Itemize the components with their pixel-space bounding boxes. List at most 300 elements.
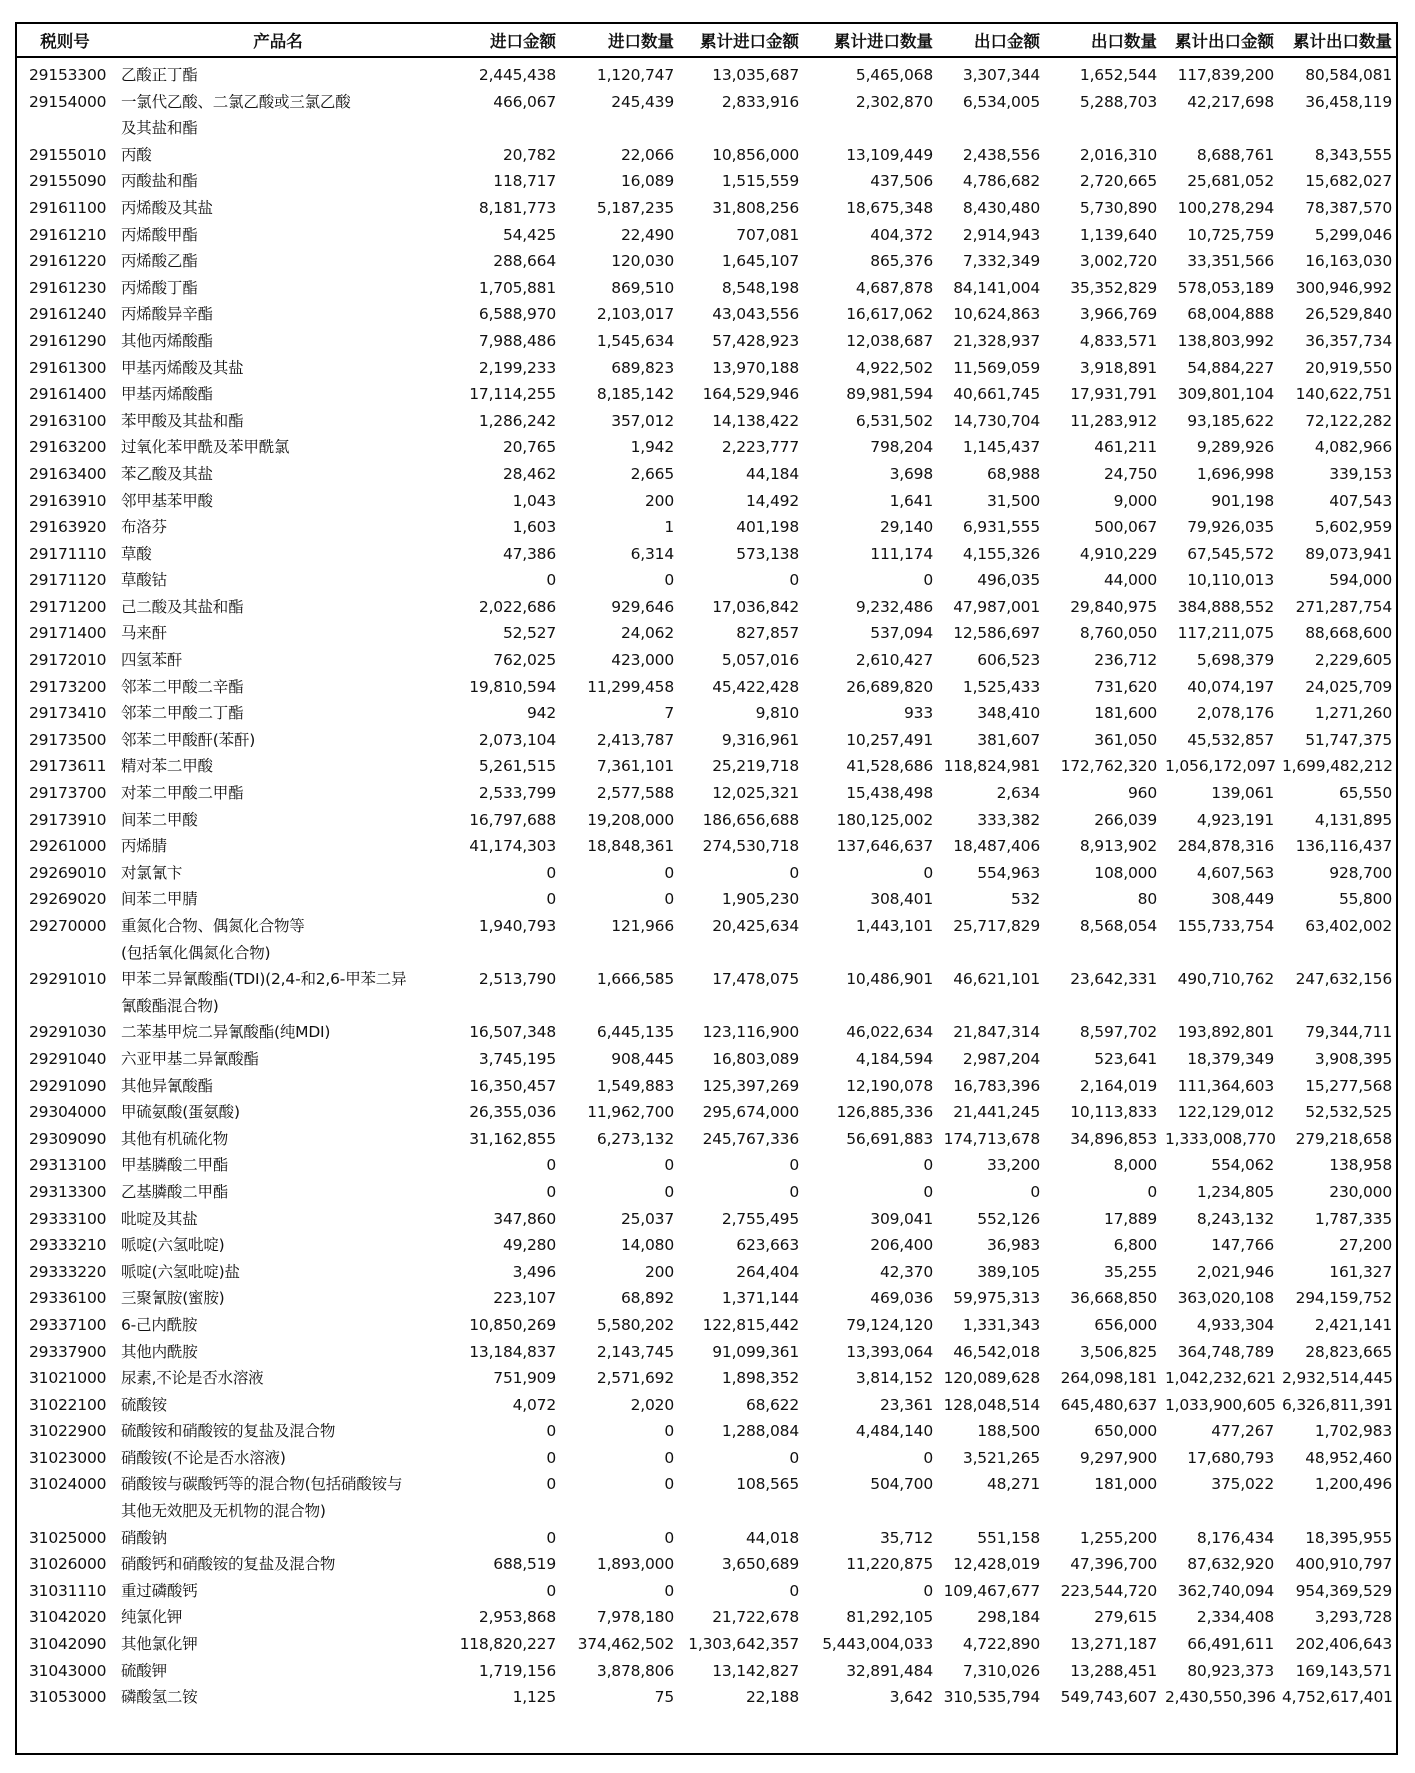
import-value-cell: 223,107: [493, 1289, 556, 1308]
cumulative-export-quantity-cell: 52,532,525: [1305, 1103, 1392, 1122]
table-row: [17, 248, 1396, 275]
table-row: [17, 1126, 1396, 1153]
table-row: [17, 1019, 1396, 1046]
table-row: [17, 434, 1396, 461]
cumulative-export-quantity-cell: 55,800: [1338, 890, 1392, 909]
tariff-code-cell: 29161300: [29, 358, 107, 377]
import-value-cell: 31,162,855: [469, 1129, 556, 1148]
tariff-code-cell: 29163910: [29, 491, 107, 510]
import-value-cell: 6,588,970: [478, 305, 556, 324]
export-quantity-cell: 1,652,544: [1079, 66, 1157, 84]
tariff-code-cell: 31026000: [29, 1555, 107, 1574]
import-quantity-cell: 0: [664, 1528, 674, 1547]
product-name-cell: 丙烯酸乙酯: [121, 252, 198, 271]
import-value-cell: 5,261,515: [478, 757, 556, 776]
cumulative-import-quantity-cell: 3,698: [889, 464, 933, 483]
import-value-cell: 1,705,881: [478, 278, 556, 297]
cumulative-export-value-cell: 1,033,900,605: [1165, 1395, 1276, 1414]
export-value-cell: 118,824,981: [943, 757, 1040, 776]
tariff-code-cell: 29337900: [29, 1342, 107, 1361]
import-value-cell: 16,350,457: [469, 1076, 556, 1095]
cumulative-export-value-cell: 4,607,563: [1196, 863, 1274, 882]
header-product-name: 产品名: [113, 24, 443, 57]
product-name-cell: 硝酸铵(不论是否水溶液): [121, 1448, 286, 1467]
cumulative-import-quantity-cell: 126,885,336: [836, 1103, 933, 1122]
export-quantity-cell: 29,840,975: [1070, 597, 1157, 616]
cumulative-export-value-cell: 139,061: [1211, 784, 1274, 803]
tariff-code-cell: 29333100: [29, 1209, 107, 1228]
cumulative-export-quantity-cell: 15,277,568: [1305, 1076, 1392, 1095]
product-name-cell: 对氯氰卞: [121, 863, 183, 882]
table-row: [17, 301, 1396, 328]
cumulative-export-value-cell: 2,078,176: [1196, 704, 1274, 723]
export-quantity-cell: 3,918,891: [1079, 358, 1157, 377]
product-name-cell: 其他氯化钾: [121, 1635, 198, 1654]
import-value-cell: 751,909: [493, 1369, 556, 1388]
export-value-cell: 109,467,677: [943, 1581, 1040, 1600]
cumulative-import-value-cell: 245,767,336: [702, 1129, 799, 1148]
table-row: [17, 1551, 1396, 1578]
table-row: [17, 700, 1396, 727]
export-quantity-cell: 2,720,665: [1079, 172, 1157, 191]
cumulative-export-value-cell: 384,888,552: [1177, 597, 1274, 616]
table-row: [17, 142, 1396, 169]
product-name-cell: 间苯二甲酸: [121, 810, 198, 829]
table-row: [17, 168, 1396, 195]
header-cumulative-import-quantity: 累计进口数量: [803, 24, 937, 57]
export-quantity-cell: 3,506,825: [1079, 1342, 1157, 1361]
export-value-cell: 0: [1030, 1182, 1040, 1201]
cumulative-import-quantity-cell: 137,646,637: [836, 837, 933, 856]
cumulative-export-quantity-cell: 51,747,375: [1305, 730, 1392, 749]
cumulative-export-value-cell: 66,491,611: [1187, 1635, 1274, 1654]
export-quantity-cell: 8,568,054: [1079, 917, 1157, 935]
tariff-code-cell: 29173500: [29, 730, 107, 749]
import-value-cell: 47,386: [502, 544, 556, 563]
product-name-cell: 二苯基甲烷二异氰酸酯(纯MDI): [121, 1023, 331, 1042]
cumulative-export-value-cell: 138,803,992: [1177, 331, 1274, 350]
cumulative-export-value-cell: 2,430,550,396: [1165, 1688, 1276, 1707]
export-quantity-cell: 960: [1128, 784, 1157, 803]
header-cumulative-import-value: 累计进口金额: [678, 24, 803, 57]
cumulative-import-quantity-cell: 5,465,068: [855, 66, 933, 84]
cumulative-import-quantity-cell: 1,641: [889, 491, 933, 510]
cumulative-export-quantity-cell: 1,200,496: [1314, 1475, 1392, 1494]
cumulative-import-quantity-cell: 6,531,502: [855, 411, 933, 430]
cumulative-import-quantity-cell: 1,443,101: [855, 917, 933, 935]
cumulative-export-value-cell: 309,801,104: [1177, 385, 1274, 404]
cumulative-import-quantity-cell: 4,184,594: [855, 1049, 933, 1068]
cumulative-export-quantity-cell: 339,153: [1329, 464, 1392, 483]
export-value-cell: 2,987,204: [962, 1049, 1040, 1068]
header-cumulative-export-value: 累计出口金额: [1161, 24, 1278, 57]
import-value-cell: 2,073,104: [478, 730, 556, 749]
product-name-cell: 硫酸铵: [121, 1395, 167, 1414]
export-value-cell: 21,328,937: [953, 331, 1040, 350]
tariff-code-cell: 29171200: [29, 597, 107, 616]
cumulative-export-quantity-cell: 4,082,966: [1314, 438, 1392, 457]
import-value-cell: 0: [546, 1182, 556, 1201]
cumulative-import-quantity-cell: 81,292,105: [846, 1608, 933, 1627]
table-row: [17, 1259, 1396, 1286]
cumulative-export-quantity-cell: 6,326,811,391: [1282, 1395, 1393, 1414]
cumulative-import-quantity-cell: 437,506: [870, 172, 933, 191]
product-name-cell: 邻苯二甲酸酐(苯酐): [121, 730, 256, 749]
product-name-cell: 尿素,不论是否水溶液: [121, 1369, 264, 1388]
export-value-cell: 551,158: [977, 1528, 1040, 1547]
cumulative-export-quantity-cell: 407,543: [1329, 491, 1392, 510]
export-value-cell: 18,487,406: [953, 837, 1040, 856]
tariff-code-cell: 29173410: [29, 704, 107, 723]
import-quantity-cell: 2,665: [630, 464, 674, 483]
table-row: [17, 1365, 1396, 1392]
cumulative-import-quantity-cell: 4,687,878: [855, 278, 933, 297]
cumulative-import-quantity-cell: 933: [904, 704, 933, 723]
import-value-cell: 10,850,269: [469, 1315, 556, 1334]
export-value-cell: 4,155,326: [962, 544, 1040, 563]
cumulative-import-value-cell: 264,404: [736, 1262, 799, 1281]
cumulative-export-quantity-cell: 138,958: [1329, 1156, 1392, 1175]
cumulative-import-quantity-cell: 3,642: [889, 1688, 933, 1707]
table-row: [17, 1445, 1396, 1472]
import-quantity-cell: 2,143,745: [596, 1342, 674, 1361]
import-value-cell: 2,953,868: [478, 1608, 556, 1627]
export-quantity-cell: 264,098,181: [1060, 1369, 1157, 1388]
product-name-cell: 硫酸钾: [121, 1661, 167, 1680]
cumulative-import-value-cell: 108,565: [736, 1475, 799, 1494]
tariff-code-cell: 29161100: [29, 198, 107, 217]
tariff-code-cell: 29173200: [29, 677, 107, 696]
cumulative-export-quantity-cell: 5,602,959: [1314, 518, 1392, 537]
tariff-code-cell: 29161290: [29, 331, 107, 350]
cumulative-import-quantity-cell: 0: [923, 1448, 933, 1467]
cumulative-export-quantity-cell: 2,421,141: [1314, 1315, 1392, 1334]
cumulative-import-value-cell: 17,036,842: [712, 597, 799, 616]
export-value-cell: 310,535,794: [943, 1688, 1040, 1707]
product-name-cell: 硫酸铵和硝酸铵的复盐及混合物: [121, 1422, 336, 1441]
export-value-cell: 21,847,314: [953, 1023, 1040, 1042]
cumulative-export-value-cell: 117,211,075: [1177, 624, 1274, 643]
table-row: [17, 966, 1396, 1019]
cumulative-import-value-cell: 186,656,688: [702, 810, 799, 829]
product-name-cell: 磷酸氢二铵: [121, 1688, 198, 1707]
export-value-cell: 552,126: [977, 1209, 1040, 1228]
tariff-code-cell: 31043000: [29, 1661, 107, 1680]
import-value-cell: 2,513,790: [478, 970, 556, 989]
export-quantity-cell: 17,889: [1103, 1209, 1157, 1228]
cumulative-export-quantity-cell: 271,287,754: [1295, 597, 1392, 616]
export-value-cell: 496,035: [977, 571, 1040, 590]
import-value-cell: 0: [546, 1475, 556, 1494]
import-quantity-cell: 1,120,747: [596, 66, 674, 84]
table-row: [17, 674, 1396, 701]
export-quantity-cell: 523,641: [1094, 1049, 1157, 1068]
export-quantity-cell: 461,211: [1094, 438, 1157, 457]
export-value-cell: 25,717,829: [953, 917, 1040, 935]
import-quantity-cell: 1,666,585: [596, 970, 674, 989]
table-row: [17, 1179, 1396, 1206]
table-row: [17, 1684, 1396, 1711]
table-row: [17, 833, 1396, 860]
import-quantity-cell: 2,103,017: [596, 305, 674, 324]
cumulative-export-value-cell: 8,176,434: [1196, 1528, 1274, 1547]
export-value-cell: 10,624,863: [953, 305, 1040, 324]
table-row: [17, 195, 1396, 222]
cumulative-import-quantity-cell: 32,891,484: [846, 1661, 933, 1680]
export-quantity-cell: 650,000: [1094, 1422, 1157, 1441]
cumulative-import-value-cell: 9,810: [755, 704, 799, 723]
table-row: [17, 913, 1396, 966]
cumulative-import-quantity-cell: 11,220,875: [846, 1555, 933, 1574]
cumulative-import-value-cell: 8,548,198: [721, 278, 799, 297]
export-quantity-cell: 13,288,451: [1070, 1661, 1157, 1680]
export-quantity-cell: 223,544,720: [1060, 1581, 1157, 1600]
cumulative-import-quantity-cell: 10,486,901: [846, 970, 933, 989]
cumulative-import-value-cell: 57,428,923: [712, 331, 799, 350]
cumulative-export-value-cell: 10,725,759: [1187, 225, 1274, 244]
import-quantity-cell: 1,893,000: [596, 1555, 674, 1574]
cumulative-export-value-cell: 93,185,622: [1187, 411, 1274, 430]
cumulative-import-quantity-cell: 308,401: [870, 890, 933, 909]
cumulative-import-quantity-cell: 0: [923, 1156, 933, 1175]
import-quantity-cell: 6,445,135: [596, 1023, 674, 1042]
tariff-code-cell: 29171400: [29, 624, 107, 643]
import-quantity-cell: 908,445: [611, 1049, 674, 1068]
table-row: [17, 860, 1396, 887]
export-quantity-cell: 34,896,853: [1070, 1129, 1157, 1148]
cumulative-export-value-cell: 111,364,603: [1177, 1076, 1274, 1095]
cumulative-import-quantity-cell: 469,036: [870, 1289, 933, 1308]
cumulative-import-value-cell: 0: [789, 1581, 799, 1600]
cumulative-export-value-cell: 8,688,761: [1196, 145, 1274, 164]
cumulative-export-quantity-cell: 2,932,514,445: [1282, 1369, 1393, 1388]
cumulative-import-quantity-cell: 10,257,491: [846, 730, 933, 749]
cumulative-import-quantity-cell: 12,038,687: [846, 331, 933, 350]
product-name-cell: 重氮化合物、偶氮化合物等 (包括氧化偶氮化合物): [121, 917, 305, 962]
cumulative-export-value-cell: 477,267: [1211, 1422, 1274, 1441]
export-value-cell: 333,382: [977, 810, 1040, 829]
cumulative-import-quantity-cell: 111,174: [870, 544, 933, 563]
import-value-cell: 0: [546, 1422, 556, 1441]
product-name-cell: 哌啶(六氢吡啶): [121, 1236, 225, 1255]
cumulative-import-quantity-cell: 9,232,486: [855, 597, 933, 616]
export-value-cell: 4,786,682: [962, 172, 1040, 191]
tariff-code-cell: 29336100: [29, 1289, 107, 1308]
import-value-cell: 0: [546, 571, 556, 590]
header-tariff-code: 税则号: [17, 24, 113, 57]
cumulative-import-value-cell: 1,515,559: [721, 172, 799, 191]
export-quantity-cell: 4,910,229: [1079, 544, 1157, 563]
tariff-code-cell: 31022900: [29, 1422, 107, 1441]
product-name-cell: 丙酸盐和酯: [121, 172, 198, 191]
cumulative-export-value-cell: 375,022: [1211, 1475, 1274, 1494]
product-name-cell: 甲基丙烯酸及其盐: [121, 358, 244, 377]
cumulative-import-value-cell: 12,025,321: [712, 784, 799, 803]
cumulative-import-quantity-cell: 41,528,686: [846, 757, 933, 776]
cumulative-import-value-cell: 43,043,556: [712, 305, 799, 324]
product-name-cell: 丙烯酸甲酯: [121, 225, 198, 244]
cumulative-import-quantity-cell: 3,814,152: [855, 1369, 933, 1388]
cumulative-import-quantity-cell: 0: [923, 863, 933, 882]
tariff-code-cell: 29269020: [29, 890, 107, 909]
cumulative-import-value-cell: 13,970,188: [712, 358, 799, 377]
tariff-code-cell: 31042020: [29, 1608, 107, 1627]
table-row: [17, 1392, 1396, 1419]
product-name-cell: 哌啶(六氢吡啶)盐: [121, 1262, 240, 1281]
tariff-code-cell: 31042090: [29, 1635, 107, 1654]
import-quantity-cell: 22,490: [620, 225, 674, 244]
cumulative-export-quantity-cell: 169,143,571: [1295, 1661, 1392, 1680]
table-row: [17, 1099, 1396, 1126]
table-row: [17, 1471, 1396, 1524]
export-quantity-cell: 108,000: [1094, 863, 1157, 882]
tariff-code-cell: 29171120: [29, 571, 107, 590]
export-quantity-cell: 549,743,607: [1060, 1688, 1157, 1707]
cumulative-export-value-cell: 100,278,294: [1177, 198, 1274, 217]
tariff-code-cell: 29172010: [29, 651, 107, 670]
import-quantity-cell: 869,510: [611, 278, 674, 297]
cumulative-export-value-cell: 117,839,200: [1177, 66, 1274, 84]
import-quantity-cell: 0: [664, 890, 674, 909]
cumulative-import-value-cell: 21,722,678: [712, 1608, 799, 1627]
tariff-code-cell: 29161230: [29, 278, 107, 297]
export-quantity-cell: 8,760,050: [1079, 624, 1157, 643]
tariff-code-cell: 29261000: [29, 837, 107, 856]
tariff-code-cell: 31031110: [29, 1581, 107, 1600]
table-row: [17, 328, 1396, 355]
export-value-cell: 389,105: [977, 1262, 1040, 1281]
export-value-cell: 36,983: [986, 1236, 1040, 1255]
cumulative-import-value-cell: 44,184: [745, 464, 799, 483]
cumulative-import-value-cell: 13,142,827: [712, 1661, 799, 1680]
tariff-code-cell: 29291030: [29, 1023, 107, 1042]
cumulative-export-value-cell: 10,110,013: [1187, 571, 1274, 590]
cumulative-export-quantity-cell: 1,699,482,212: [1282, 757, 1393, 776]
export-quantity-cell: 2,164,019: [1079, 1076, 1157, 1095]
header-cumulative-export-quantity: 累计出口数量: [1278, 24, 1396, 57]
cumulative-export-quantity-cell: 15,682,027: [1305, 172, 1392, 191]
table-row: [17, 753, 1396, 780]
import-value-cell: 13,184,837: [469, 1342, 556, 1361]
cumulative-import-quantity-cell: 404,372: [870, 225, 933, 244]
export-quantity-cell: 8,913,902: [1079, 837, 1157, 856]
tariff-code-cell: 29337100: [29, 1315, 107, 1334]
cumulative-import-value-cell: 573,138: [736, 544, 799, 563]
import-value-cell: 466,067: [493, 92, 556, 111]
product-name-cell: 精对苯二甲酸: [121, 757, 213, 776]
cumulative-export-value-cell: 42,217,698: [1187, 92, 1274, 111]
table-row: [17, 514, 1396, 541]
cumulative-import-quantity-cell: 42,370: [879, 1262, 933, 1281]
cumulative-import-value-cell: 401,198: [736, 518, 799, 537]
cumulative-export-value-cell: 284,878,316: [1177, 837, 1274, 856]
cumulative-export-quantity-cell: 26,529,840: [1305, 305, 1392, 324]
import-quantity-cell: 6,314: [630, 544, 674, 563]
export-value-cell: 174,713,678: [943, 1129, 1040, 1148]
tariff-code-cell: 29270000: [29, 917, 107, 935]
table-row: [17, 408, 1396, 435]
cumulative-export-value-cell: 122,129,012: [1177, 1103, 1274, 1122]
import-quantity-cell: 11,962,700: [587, 1103, 674, 1122]
product-name-cell: 三聚氰胺(蜜胺): [121, 1289, 225, 1308]
import-quantity-cell: 25,037: [620, 1209, 674, 1228]
cumulative-import-value-cell: 14,492: [745, 491, 799, 510]
header-import-value: 进口金额: [443, 24, 560, 57]
import-quantity-cell: 1,549,883: [596, 1076, 674, 1095]
cumulative-export-quantity-cell: 161,327: [1329, 1262, 1392, 1281]
export-quantity-cell: 6,800: [1113, 1236, 1157, 1255]
table-row: [17, 222, 1396, 249]
product-name-cell: 其他有机硫化物: [121, 1129, 229, 1148]
table-row: [17, 780, 1396, 807]
product-name-cell: 丙烯腈: [121, 837, 167, 856]
product-name-cell: 过氧化苯甲酰及苯甲酰氯: [121, 438, 290, 457]
import-quantity-cell: 8,185,142: [596, 385, 674, 404]
cumulative-import-quantity-cell: 2,610,427: [855, 651, 933, 670]
cumulative-export-value-cell: 1,056,172,097: [1165, 757, 1276, 776]
export-quantity-cell: 17,931,791: [1070, 385, 1157, 404]
import-value-cell: 8,181,773: [478, 198, 556, 217]
export-quantity-cell: 35,255: [1103, 1262, 1157, 1281]
import-value-cell: 118,820,227: [459, 1635, 556, 1654]
export-quantity-cell: 8,000: [1113, 1156, 1157, 1175]
import-value-cell: 20,782: [502, 145, 556, 164]
tariff-code-cell: 31021000: [29, 1369, 107, 1388]
import-quantity-cell: 2,577,588: [596, 784, 674, 803]
product-name-cell: 甲基膦酸二甲酯: [121, 1156, 229, 1175]
cumulative-export-value-cell: 67,545,572: [1187, 544, 1274, 563]
cumulative-import-value-cell: 295,674,000: [702, 1103, 799, 1122]
cumulative-export-quantity-cell: 88,668,600: [1305, 624, 1392, 643]
export-quantity-cell: 656,000: [1094, 1315, 1157, 1334]
export-value-cell: 2,634: [996, 784, 1040, 803]
cumulative-export-quantity-cell: 5,299,046: [1314, 225, 1392, 244]
product-name-cell: 重过磷酸钙: [121, 1581, 198, 1600]
import-quantity-cell: 200: [645, 491, 674, 510]
product-name-cell: 四氢苯酐: [121, 651, 183, 670]
import-quantity-cell: 374,462,502: [577, 1635, 674, 1654]
cumulative-import-value-cell: 707,081: [736, 225, 799, 244]
export-quantity-cell: 9,000: [1113, 491, 1157, 510]
tariff-code-cell: 31023000: [29, 1448, 107, 1467]
import-value-cell: 16,797,688: [469, 810, 556, 829]
import-value-cell: 7,988,486: [478, 331, 556, 350]
cumulative-import-value-cell: 1,645,107: [721, 252, 799, 271]
tariff-code-cell: 29161400: [29, 385, 107, 404]
export-quantity-cell: 500,067: [1094, 518, 1157, 537]
cumulative-export-value-cell: 901,198: [1211, 491, 1274, 510]
export-value-cell: 6,534,005: [962, 92, 1040, 111]
product-name-cell: 硝酸钠: [121, 1528, 167, 1547]
import-value-cell: 288,664: [493, 252, 556, 271]
table-row: [17, 1232, 1396, 1259]
cumulative-export-value-cell: 68,004,888: [1187, 305, 1274, 324]
cumulative-import-value-cell: 123,116,900: [702, 1023, 799, 1042]
cumulative-import-value-cell: 122,815,442: [702, 1315, 799, 1334]
table-header: [17, 24, 1396, 57]
import-value-cell: 41,174,303: [469, 837, 556, 856]
cumulative-import-value-cell: 68,622: [745, 1395, 799, 1414]
cumulative-export-quantity-cell: 24,025,709: [1305, 677, 1392, 696]
export-value-cell: 4,722,890: [962, 1635, 1040, 1654]
cumulative-export-quantity-cell: 48,952,460: [1305, 1448, 1392, 1467]
table-row: [17, 275, 1396, 302]
cumulative-import-value-cell: 31,808,256: [712, 198, 799, 217]
cumulative-export-quantity-cell: 18,395,955: [1305, 1528, 1392, 1547]
cumulative-export-value-cell: 363,020,108: [1177, 1289, 1274, 1308]
export-value-cell: 188,500: [977, 1422, 1040, 1441]
table-row: [17, 1046, 1396, 1073]
